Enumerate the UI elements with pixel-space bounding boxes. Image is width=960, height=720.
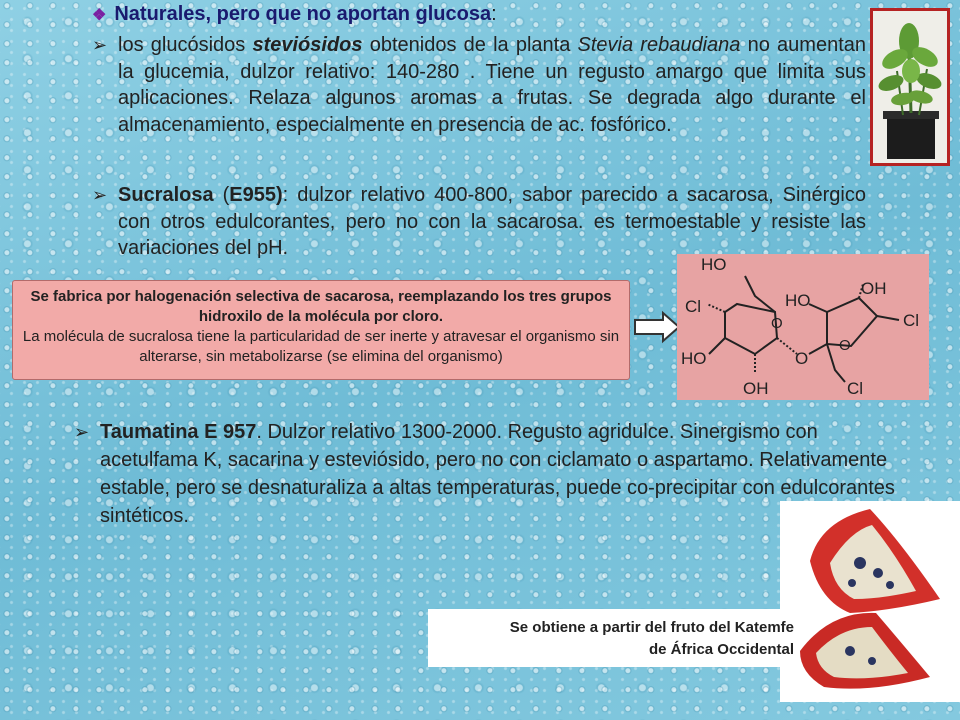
steviosidos-term: steviósidos: [252, 34, 363, 56]
sucralosa-callout: [12, 280, 630, 380]
steviosidos-part1: los glucósidos: [118, 34, 253, 56]
steviosidos-text: [118, 32, 866, 138]
diamond-bullet-icon: ❖: [92, 7, 107, 24]
section-heading: [92, 3, 852, 26]
stevia-species: Stevia rebaudiana: [577, 34, 741, 56]
caption-line-2: de África Occidental: [648, 641, 794, 658]
stevia-plant-icon: [873, 11, 947, 163]
sucralose-molecule-diagram: [677, 254, 929, 400]
molecule-label: O: [771, 315, 783, 332]
sucralosa-code: E955): [229, 184, 283, 206]
sucralosa-text: [118, 182, 866, 262]
callout-text: La molécula de sucralosa tiene la particularidad de ser inerte y atravesar el organismo sin alterarse, sin metabolizarse (se elimina del organismo): [22, 328, 620, 365]
molecule-label: OH: [861, 279, 887, 298]
arrow-bullet-icon: ➢: [74, 422, 90, 442]
molecule-label: HO: [785, 291, 811, 310]
sucralosa-bullet: [92, 182, 866, 262]
molecule-label: O: [839, 337, 851, 354]
katemfe-fruit-icon: [780, 501, 960, 702]
stevia-plant-photo: [870, 8, 950, 166]
sucralosa-rest: : dulzor relativo 400-800, sabor parecido a sacarosa, Sinérgico con otros edulcorantes, pero no con la sacarosa. es termoestable y resiste las variaciones del pH.: [118, 184, 866, 259]
arrow-bullet-icon: ➢: [92, 35, 108, 55]
caption-line-1: Se obtiene a partir del fruto del Katemfe: [509, 619, 794, 636]
taumatina-name: Taumatina E 957: [100, 421, 257, 443]
sucralosa-paren: (: [213, 184, 230, 206]
taumatina-rest: . Dulzor relativo 1300-2000. Regusto agridulce. Sinergismo con acetulfama K, sacarina y esteviósido, pero no con ciclamato o aspartamo. Relativamente estable, pero se desnaturaliza a altas temperaturas, puede co-precipitar con edulcorantes sintéticos.: [100, 421, 895, 527]
molecule-label: OH: [743, 379, 769, 398]
molecule-label: Cl: [685, 297, 702, 316]
steviosidos-part3: no aumentan la glucemia, dulzor relativo: 140-280 . Tiene un regusto amargo que limita sus aplicaciones. Relaza algunos aromas a frutas. Se degrada algo durante el almacenamiento, especialmente en presencia de ac. fosfórico.: [118, 34, 866, 136]
molecule-label: Cl: [903, 311, 920, 330]
katemfe-fruit-photo: [780, 501, 960, 702]
sucralose-structure-icon: [677, 254, 929, 400]
sucralosa-name: Sucralosa: [118, 184, 214, 206]
callout-bold-text: Se fabrica por halogenación selectiva de sacarosa, reemplazando los tres grupos hidroxilo de la molécula por cloro.: [30, 288, 612, 325]
right-arrow-icon: [633, 310, 681, 344]
molecule-label: Cl: [847, 379, 864, 398]
steviosidos-part2: obtenidos de la planta: [362, 34, 578, 56]
molecule-label: O: [795, 349, 809, 368]
molecule-label: HO: [701, 255, 727, 274]
heading-colon: :: [491, 3, 497, 25]
steviosidos-bullet: [92, 32, 866, 138]
arrow-bullet-icon: ➢: [92, 185, 108, 205]
katemfe-caption: [428, 609, 800, 667]
heading-text: Naturales, pero que no aportan glucosa: [114, 3, 492, 25]
molecule-label: HO: [681, 349, 707, 368]
